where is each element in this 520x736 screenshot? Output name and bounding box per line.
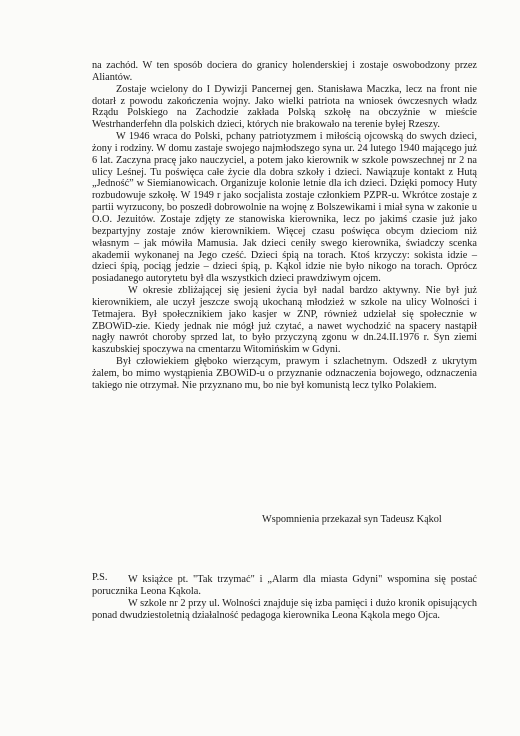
paragraph-3: W 1946 wraca do Polski, pchany patriotyzmem i miłością ojcowską do swych dzieci, żony i rodziny. W domu zastaje swojego najmłodszego syna ur. 24 lutego 1940 mającego już 6 lat. Zaczyna pracę jako nauczyciel, a potem jako kierownik w szkole powszechnej nr 2 na ulicy Leśnej. Tu poświęca całe życie dla dobra szkoły i dzieci. Nawiązuje kontakt z Hutą „Jedność” w Siemianowicach. Organizuje kolonie letnie dla ich dzieci. Dzięki pomocy Huty rozbudowuje szkołę. W 1949 r jako socjalista zostaje członkiem PZPR-u. Wkrótce zostaje z partii wyrzucony, bo poszedł dobrowolnie na wojnę z Bolszewikami i miał syna w zakonie u O.O. Jezuitów. Zostaje zdjęty ze stanowiska kierownika, lecz po jakimś czasie już jako bezpartyjny zostaje znów kierownikiem. Więcej czasu poświęca obcym dzieciom niż własnym – jak mówiła Mamusia. Jak dzieci ceniły swego kierownika, świadczy scenka akademii wykonanej na Jego cześć. Dzieci śpią na torach. Ktoś krzyczy: sokista idzie – dzieci śpią, pociąg jedzie – dzieci śpią, p. Kąkol idzie nie było nikogo na torach. Oprócz posiadanego autorytetu był dla wszystkich dzieci prawdziwym ojcem.: [92, 131, 477, 285]
signature-line: Wspomnienia przekazał syn Tadeusz Kąkol: [262, 514, 442, 525]
memoir-body: [92, 60, 477, 392]
paragraph-2: Zostaje wcielony do I Dywizji Pancernej gen. Stanisława Maczka, lecz na front nie dotarł z powodu zakończenia wojny. Jako wielki patriota na wniosek ówczesnych władz Rządu Polskiego na Zachodzie zakłada Polską szkołę na obczyźnie w mieście Westrhanderfehn dla polskich dzieci, których nie brakowało na terenie byłej Rzeszy.: [92, 83, 477, 131]
ps-body: [92, 574, 477, 621]
ps-paragraph-1: W książce pt. "Tak trzymać" i „Alarm dla miasta Gdyni" wspomina się postać porucznika Leona Kąkola.: [92, 574, 477, 597]
ps-label: P.S.: [92, 572, 108, 583]
ps-paragraph-2: W szkole nr 2 przy ul. Wolności znajduje się izba pamięci i dużo kronik opisujących ponad dwudziestoletnią działalność pedagoga kierownika Leona Kąkola mego Ojca.: [92, 597, 477, 621]
paragraph-1: na zachód. W ten sposób dociera do granicy holenderskiej i zostaje oswobodzony przez Aliantów.: [92, 60, 477, 83]
paragraph-4: W okresie zbliżającej się jesieni życia był nadal bardzo aktywny. Nie był już kierownikiem, ale uczył jeszcze swoją ukochaną młodzież w szkole na ulicy Wolności i Tetmajera. Był społecznikiem jako kasjer w ZNP, również udzielał się społecznie w ZBOWiD-zie. Kiedy jednak nie mógł już czytać, a nawet wychodzić na spacery nastąpił nagły nawrót choroby sprzed lat, to było przyczyną zgonu w dn.24.II.1976 r. Syn ziemi kaszubskiej spoczywa na cmentarzu Witomińskim w Gdyni.: [92, 285, 477, 356]
paragraph-5: Był człowiekiem głęboko wierzącym, prawym i szlachetnym. Odszedł z ukrytym żalem, bo mimo wystąpienia ZBOWiD-u o przyznanie odznaczenia bojowego, odznaczenia takiego nie otrzymał. Nie przyznano mu, bo nie był komunistą lecz tylko Polakiem.: [92, 356, 477, 391]
